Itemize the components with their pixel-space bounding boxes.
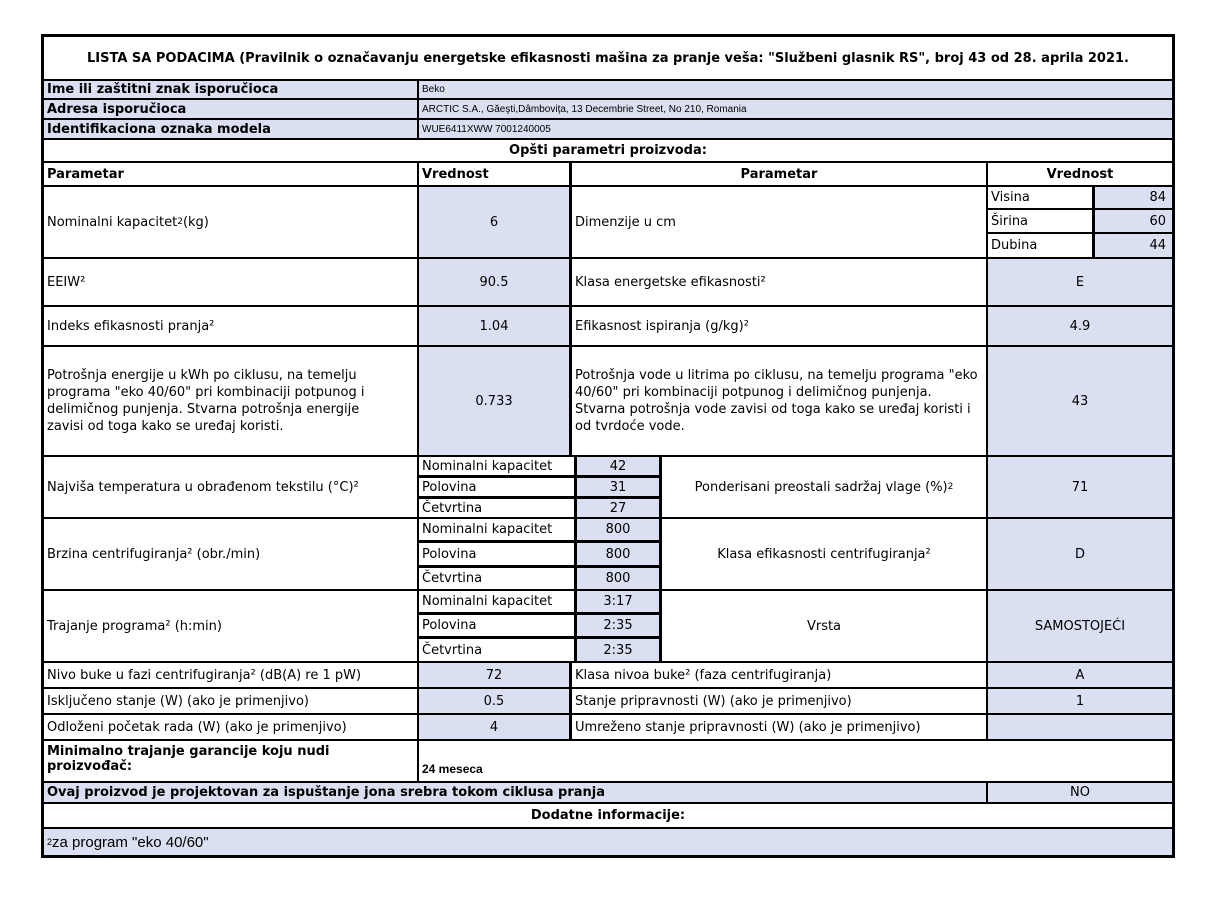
energy-use-value: 0.733	[419, 347, 569, 455]
temperature-quarter-value: 27	[577, 499, 659, 517]
energy-class-label: Klasa energetske efikasnosti²	[572, 259, 986, 305]
model-label: Identifikaciona oznaka modela	[44, 120, 417, 138]
dimension-height-label: Visina	[988, 187, 1092, 208]
spin-class-value: D	[988, 519, 1172, 589]
dimension-depth-label: Dubina	[988, 234, 1092, 257]
data-sheet	[41, 34, 1175, 858]
type-value: SAMOSTOJEĆI	[988, 591, 1172, 661]
supplier-address-label: Adresa isporučioca	[44, 100, 417, 118]
noise-class-value: A	[988, 663, 1172, 687]
header-param-left: Parametar	[44, 163, 417, 185]
general-section-heading: Opšti parametri proizvoda:	[44, 140, 1172, 161]
delay-start-value: 4	[419, 715, 569, 739]
capacity-value: 6	[419, 187, 569, 257]
footnote: 2 za program "eko 40/60"	[44, 829, 1172, 855]
duration-half-label: Polovina	[419, 615, 574, 636]
dimension-width-value: 60	[1095, 210, 1172, 232]
wash-index-label: Indeks efikasnosti pranja²	[44, 307, 417, 345]
energy-use-label: Potrošnja energije u kWh po ciklusu, na temelju programa "eko 40/60" pri kombinaciji potpunog i delimičnog punjenja. Stvarna potrošnja energije zavisi od toga kako se uređaj koristi.	[44, 347, 417, 455]
header-param-right: Parametar	[572, 163, 986, 185]
temperature-nominal-value: 42	[577, 457, 659, 475]
off-mode-label: Isključeno stanje (W) (ako je primenjivo)	[44, 689, 417, 713]
water-use-value: 43	[988, 347, 1172, 455]
standby-label: Stanje pripravnosti (W) (ako je primenjivo)	[572, 689, 986, 713]
spin-nominal-value: 800	[577, 519, 659, 540]
temperature-nominal-label: Nominalni kapacitet	[419, 457, 574, 475]
spin-class-label: Klasa efikasnosti centrifugiranja²	[662, 519, 986, 589]
temperature-half-label: Polovina	[419, 478, 574, 496]
spin-quarter-value: 800	[577, 568, 659, 589]
network-standby-value	[988, 715, 1172, 739]
capacity-label: Nominalni kapacitet 2 (kg)	[44, 187, 417, 257]
rinse-value: 4.9	[988, 307, 1172, 345]
warranty-value: 24 meseca	[419, 741, 1172, 781]
silver-ions-label: Ovaj proizvod je projektovan za ispuštanje jona srebra tokom ciklusa pranja	[44, 783, 986, 802]
temperature-half-value: 31	[577, 478, 659, 496]
standby-value: 1	[988, 689, 1172, 713]
spin-half-label: Polovina	[419, 543, 574, 565]
spin-quarter-label: Četvrtina	[419, 568, 574, 589]
wash-index-value: 1.04	[419, 307, 569, 345]
water-use-label: Potrošnja vode u litrima po ciklusu, na temelju programa "eko 40/60" pri kombinaciji potpunog i delimičnog punjenja. Stvarna potrošnja vode zavisi od toga kako se uređaj koristi i od tvrdoće vode.	[572, 347, 986, 455]
dimension-width-label: Širina	[988, 210, 1092, 232]
warranty-label: Minimalno trajanje garancije koju nudi proizvođač:	[44, 741, 417, 781]
network-standby-label: Umreženo stanje pripravnosti (W) (ako je primenjivo)	[572, 715, 986, 739]
type-label: Vrsta	[662, 591, 986, 661]
duration-half-value: 2:35	[577, 615, 659, 636]
dimension-height-value: 84	[1095, 187, 1172, 208]
off-mode-value: 0.5	[419, 689, 569, 713]
duration-quarter-value: 2:35	[577, 639, 659, 661]
spin-half-value: 800	[577, 543, 659, 565]
eeiw-label: EEIW²	[44, 259, 417, 305]
duration-label: Trajanje programa² (h:min)	[44, 591, 417, 661]
moisture-value: 71	[988, 457, 1172, 517]
dimension-depth-value: 44	[1095, 234, 1172, 257]
delay-start-label: Odloženi početak rada (W) (ako je primenjivo)	[44, 715, 417, 739]
energy-class-value: E	[988, 259, 1172, 305]
noise-value: 72	[419, 663, 569, 687]
noise-class-label: Klasa nivoa buke² (faza centrifugiranja)	[572, 663, 986, 687]
silver-ions-value: NO	[988, 783, 1172, 802]
noise-label: Nivo buke u fazi centrifugiranja² (dB(A) re 1 pW)	[44, 663, 417, 687]
supplier-name-value: Beko	[419, 81, 1172, 98]
sheet-title: LISTA SA PODACIMA (Pravilnik o označavanju energetske efikasnosti mašina za pranje veša: "Službeni glasnik RS", broj 43 od 28. aprila 2021.	[44, 37, 1172, 79]
spin-nominal-label: Nominalni kapacitet	[419, 519, 574, 540]
temperature-quarter-label: Četvrtina	[419, 499, 574, 517]
supplier-name-label: Ime ili zaštitni znak isporučioca	[44, 81, 417, 98]
duration-quarter-label: Četvrtina	[419, 639, 574, 661]
header-value-left: Vrednost	[419, 163, 569, 185]
moisture-label: Ponderisani preostali sadržaj vlage (%) 2	[662, 457, 986, 517]
additional-info-heading: Dodatne informacije:	[44, 804, 1172, 827]
supplier-address-value: ARCTIC S.A., Găeşti,Dâmbovița, 13 Decembrie Street, No 210, Romania	[419, 100, 1172, 118]
eeiw-value: 90.5	[419, 259, 569, 305]
model-value: WUE6411XWW 7001240005	[419, 120, 1172, 138]
spin-speed-label: Brzina centrifugiranja² (obr./min)	[44, 519, 417, 589]
header-value-right: Vrednost	[988, 163, 1172, 185]
rinse-label: Efikasnost ispiranja (g/kg)²	[572, 307, 986, 345]
duration-nominal-label: Nominalni kapacitet	[419, 591, 574, 612]
temperature-label: Najviša temperatura u obrađenom tekstilu (°C)²	[44, 457, 417, 517]
dimensions-label: Dimenzije u cm	[572, 187, 986, 257]
duration-nominal-value: 3:17	[577, 591, 659, 612]
